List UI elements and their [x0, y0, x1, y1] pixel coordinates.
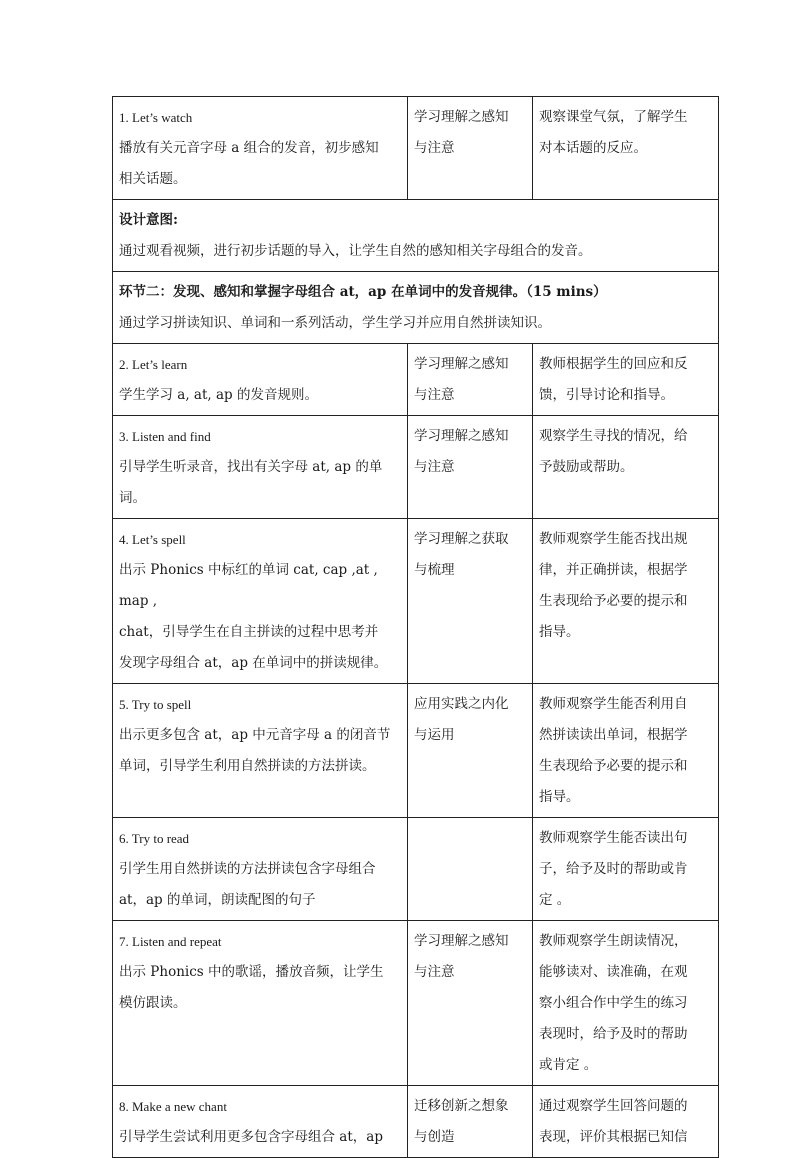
text-line: at，ap 的单词，朗读配图的句子: [119, 892, 316, 908]
text-line: 律，并正确拼读，根据学: [539, 562, 688, 578]
step-row: [113, 818, 719, 921]
text-line: 予鼓励或帮助。: [539, 459, 634, 475]
activity-title: 1. Let’s watch: [119, 110, 193, 125]
text-line: 引导学生尝试利用更多包含字母组合 at，ap: [119, 1129, 383, 1145]
section-cell: [113, 272, 719, 344]
text-line: 观察学生寻找的情况，给: [539, 428, 688, 444]
assessment-cell: [533, 921, 719, 1086]
text-line: 观察课堂气氛，了解学生: [539, 109, 688, 125]
step-row: [113, 344, 719, 416]
design-intent-heading: 设计意图:: [119, 212, 178, 228]
text-line: 表现时，给予及时的帮助: [539, 1026, 688, 1042]
text-line: 学习理解之获取: [414, 531, 509, 547]
learning-category-cell: [408, 519, 533, 684]
lesson-plan-table: [112, 96, 719, 1158]
step-row: [113, 1086, 719, 1158]
text-line: 馈，引导讨论和指导。: [539, 387, 674, 403]
text-line: 学习理解之感知: [414, 428, 509, 444]
text-line: 学生学习 a, at, ap 的发音规则。: [119, 387, 318, 403]
activity-title: 7. Listen and repeat: [119, 934, 222, 949]
step-row: [113, 684, 719, 818]
section-text: 通过学习拼读知识、单词和一系列活动，学生学习并应用自然拼读知识。: [119, 315, 551, 331]
assessment-cell: [533, 519, 719, 684]
text-line: 教师观察学生能否读出句: [539, 830, 688, 846]
design-intent-cell: [113, 200, 719, 272]
step-row: [113, 921, 719, 1086]
section-row: [113, 272, 719, 344]
text-line: 出示 Phonics 中标红的单词 cat, cap ,at , map ,: [119, 562, 378, 609]
text-line: 子，给予及时的帮助或肯: [539, 861, 688, 877]
activity-title: 6. Try to read: [119, 831, 190, 846]
activity-cell: [113, 921, 408, 1086]
learning-category-cell: [408, 416, 533, 519]
text-line: 出示 Phonics 中的歌谣，播放音频，让学生: [119, 964, 384, 980]
text-line: 引导学生听录音，找出有关字母 at, ap 的单: [119, 459, 383, 475]
text-line: 对本话题的反应。: [539, 140, 647, 156]
activity-cell: [113, 416, 408, 519]
text-line: 相关话题。: [119, 171, 187, 187]
text-line: 学习理解之感知: [414, 109, 509, 125]
text-line: 学习理解之感知: [414, 933, 509, 949]
activity-cell: [113, 344, 408, 416]
activity-cell: [113, 1086, 408, 1158]
text-line: 引学生用自然拼读的方法拼读包含字母组合: [119, 861, 376, 877]
activity-title: 4. Let’s spell: [119, 532, 186, 547]
text-line: 与注意: [414, 459, 455, 475]
activity-cell: [113, 97, 408, 200]
assessment-cell: [533, 1086, 719, 1158]
step-row: [113, 519, 719, 684]
step-row: [113, 416, 719, 519]
text-line: 生表现给予必要的提示和: [539, 593, 688, 609]
learning-category-cell: [408, 684, 533, 818]
text-line: 能够读对、读准确，在观: [539, 964, 688, 980]
design-intent-row: [113, 200, 719, 272]
activity-cell: [113, 519, 408, 684]
text-line: 定 。: [539, 892, 571, 908]
text-line: 指导。: [539, 789, 580, 805]
learning-category-cell: [408, 921, 533, 1086]
text-line: 与注意: [414, 387, 455, 403]
assessment-cell: [533, 344, 719, 416]
learning-category-cell: [408, 97, 533, 200]
assessment-cell: [533, 818, 719, 921]
text-line: 察小组合作中学生的练习: [539, 995, 688, 1011]
activity-title: 3. Listen and find: [119, 429, 211, 444]
text-line: 教师观察学生能否找出规: [539, 531, 688, 547]
text-line: 学习理解之感知: [414, 356, 509, 372]
section-heading: 环节二：发现、感知和掌握字母组合 at，ap 在单词中的发音规律。（15 mins）: [119, 284, 607, 300]
assessment-cell: [533, 97, 719, 200]
text-line: 词。: [119, 490, 146, 506]
text-line: 出示更多包含 at，ap 中元音字母 a 的闭音节: [119, 727, 391, 743]
text-line: 教师观察学生能否利用自: [539, 696, 688, 712]
learning-category-cell: [408, 344, 533, 416]
text-line: 发现字母组合 at，ap 在单词中的拼读规律。: [119, 655, 388, 671]
text-line: 然拼读读出单词，根据学: [539, 727, 688, 743]
text-line: 模仿跟读。: [119, 995, 187, 1011]
text-line: 与梳理: [414, 562, 455, 578]
text-line: 与注意: [414, 964, 455, 980]
text-line: 生表现给予必要的提示和: [539, 758, 688, 774]
text-line: 与运用: [414, 727, 455, 743]
learning-category-cell: [408, 1086, 533, 1158]
text-line: 应用实践之内化: [414, 696, 509, 712]
text-line: 教师观察学生朗读情况，: [539, 933, 688, 949]
activity-cell: [113, 684, 408, 818]
text-line: chat，引导学生在自主拼读的过程中思考并: [119, 624, 379, 640]
activity-title: 8. Make a new chant: [119, 1099, 227, 1114]
activity-title: 5. Try to spell: [119, 697, 192, 712]
text-line: 表现，评价其根据已知信: [539, 1129, 688, 1145]
activity-cell: [113, 818, 408, 921]
text-line: 单词，引导学生利用自然拼读的方法拼读。: [119, 758, 376, 774]
text-line: 与创造: [414, 1129, 455, 1145]
step-row: [113, 97, 719, 200]
text-line: 播放有关元音字母 a 组合的发音，初步感知: [119, 140, 379, 156]
assessment-cell: [533, 684, 719, 818]
text-line: 迁移创新之想象: [414, 1098, 509, 1114]
text-line: 通过观察学生回答问题的: [539, 1098, 688, 1114]
learning-category-cell: [408, 818, 533, 921]
assessment-cell: [533, 416, 719, 519]
text-line: 指导。: [539, 624, 580, 640]
text-line: 或肯定 。: [539, 1057, 598, 1073]
text-line: 与注意: [414, 140, 455, 156]
activity-title: 2. Let’s learn: [119, 357, 188, 372]
design-intent-text: 通过观看视频，进行初步话题的导入，让学生自然的感知相关字母组合的发音。: [119, 243, 592, 259]
text-line: 教师根据学生的回应和反: [539, 356, 688, 372]
